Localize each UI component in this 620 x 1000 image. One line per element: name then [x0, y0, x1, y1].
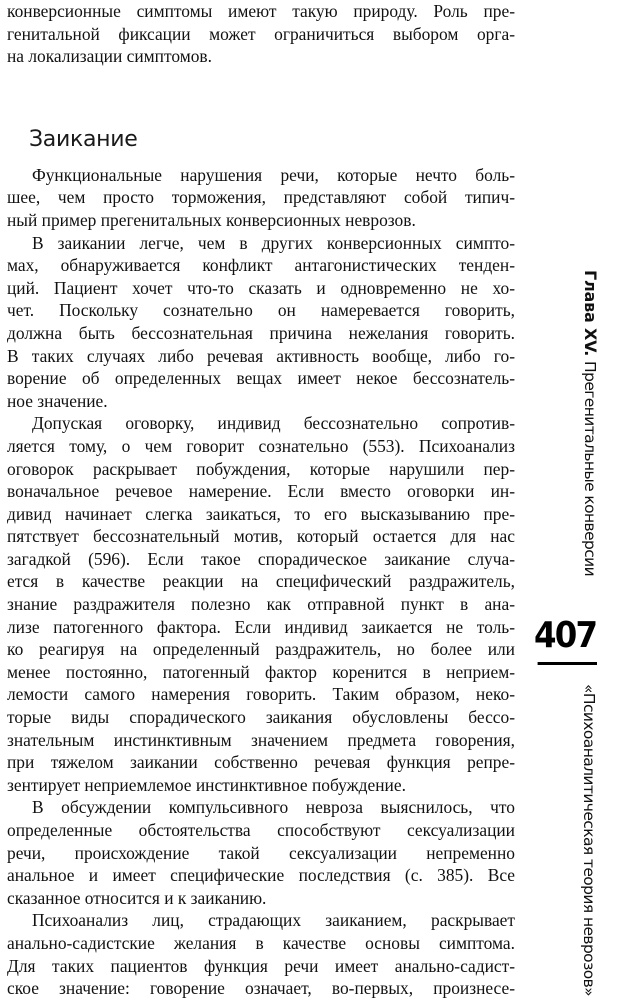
- text-line: менее постоянно, патогенный фактор коренится в неприем-: [7, 661, 515, 682]
- text-line: сказанное относится и к заиканию.: [7, 887, 267, 908]
- text-line: пятствует бессознательный мотив, который остается для нас: [7, 526, 515, 547]
- text-line: зентирует неприемлемое инстинктивное побуждение.: [7, 774, 406, 795]
- text-line: Функциональные нарушения речи, которые нечто боль-: [32, 164, 515, 185]
- page-number-rule: [538, 662, 597, 665]
- text-line: В обсуждении компульсивного невроза выяснилось, что: [32, 797, 515, 818]
- text-line: ций. Пациент хочет что-то сказать и одновременно не хо-: [7, 277, 515, 298]
- text-line: речи, происхождение такой сексуализации непременно: [7, 842, 515, 863]
- text-line: ное значение.: [7, 390, 108, 411]
- text-line: ское значение: говорение означает, во-первых, произнесе-: [7, 978, 515, 999]
- section-heading: Заикание: [29, 126, 138, 152]
- text-line: ется в качестве реакции на специфический раздражитель,: [7, 571, 515, 592]
- text-line: мах, обнаруживается конфликт антагонистических тенден-: [7, 255, 515, 276]
- text-line: анально-садистские желания в качестве основы симптома.: [7, 932, 515, 953]
- text-line: чет. Поскольку сознательно он намеревается говорить,: [7, 300, 515, 321]
- page-number-text: 407: [534, 615, 597, 656]
- text-line: лизе патогенного фактора. Если индивид заикается не толь-: [7, 616, 515, 637]
- paragraph: [7, 909, 515, 999]
- text-line: ко реагируя на определенный раздражитель, но более или: [7, 639, 515, 660]
- text-line: должна быть бессознательная причина нежелания говорить.: [7, 322, 515, 343]
- chapter-title: Прегенитальные конверсии: [581, 361, 599, 577]
- intro-paragraph: [7, 0, 515, 68]
- text-line: оговорок раскрывает побуждения, которые нарушили пер-: [7, 458, 515, 479]
- text-line: генитальной фиксации может ограничиться выбором орга-: [7, 23, 515, 44]
- text-column: [7, 0, 515, 1000]
- page-number: [534, 612, 611, 672]
- running-header: [581, 270, 600, 576]
- text-line: шее, чем просто торможения, представляют собой типич-: [7, 187, 515, 208]
- text-line: ляется тому, о чем говорит сознательно (553). Психоанализ: [7, 435, 515, 456]
- text-line: Психоанализ лиц, страдающих заиканием, раскрывает: [32, 910, 515, 931]
- paragraph: [7, 232, 515, 413]
- text-line: ный пример прегенитальных конверсионных неврозов.: [7, 209, 416, 230]
- heading-spacer: [7, 68, 515, 120]
- book-title: «Психоаналитическая теория неврозов»: [580, 684, 598, 997]
- paragraph: [7, 796, 515, 909]
- text-line: В таких случаях либо речевая активность вообще, либо го-: [7, 345, 515, 366]
- text-line: конверсионные симптомы имеют такую природу. Роль пре-: [7, 1, 515, 21]
- chapter-label: Глава XV.: [581, 270, 600, 357]
- text-line: Для таких пациентов функция речи имеет анально-садист-: [7, 955, 515, 976]
- text-line: торые виды спорадического заикания обусловлены бессо-: [7, 707, 515, 728]
- section-body: [7, 164, 515, 1000]
- text-line: знательным инстинктивным значением предмета говорения,: [7, 729, 515, 750]
- text-line: анальное и имеет специфические последствия (с. 385). Все: [7, 865, 515, 886]
- text-line: на локализации симптомов.: [7, 46, 212, 67]
- text-line: лемости самого намерения говорить. Таким образом, неко-: [7, 684, 515, 705]
- paragraph: [7, 164, 515, 232]
- text-line: знание раздражителя полезно как отправной пункт в ана-: [7, 594, 515, 615]
- text-line: ворение об определенных вещах имеет некое бессознатель-: [7, 368, 515, 389]
- text-line: загадкой (596). Если такое спорадическое заикание случа-: [7, 548, 515, 569]
- text-line: при тяжелом заикании собственно речевая функция репре-: [7, 752, 515, 773]
- text-line: воначальное речевое намерение. Если вместо оговорки ин-: [7, 481, 515, 502]
- text-line: В заикании легче, чем в других конверсионных симпто-: [32, 232, 515, 253]
- text-line: дивид начинает слегка заикаться, то его высказыванию пре-: [7, 503, 515, 524]
- text-line: Допуская оговорку, индивид бессознательно сопротив-: [32, 413, 515, 434]
- paragraph: [7, 412, 515, 796]
- text-line: определенные обстоятельства способствуют сексуализации: [7, 820, 515, 840]
